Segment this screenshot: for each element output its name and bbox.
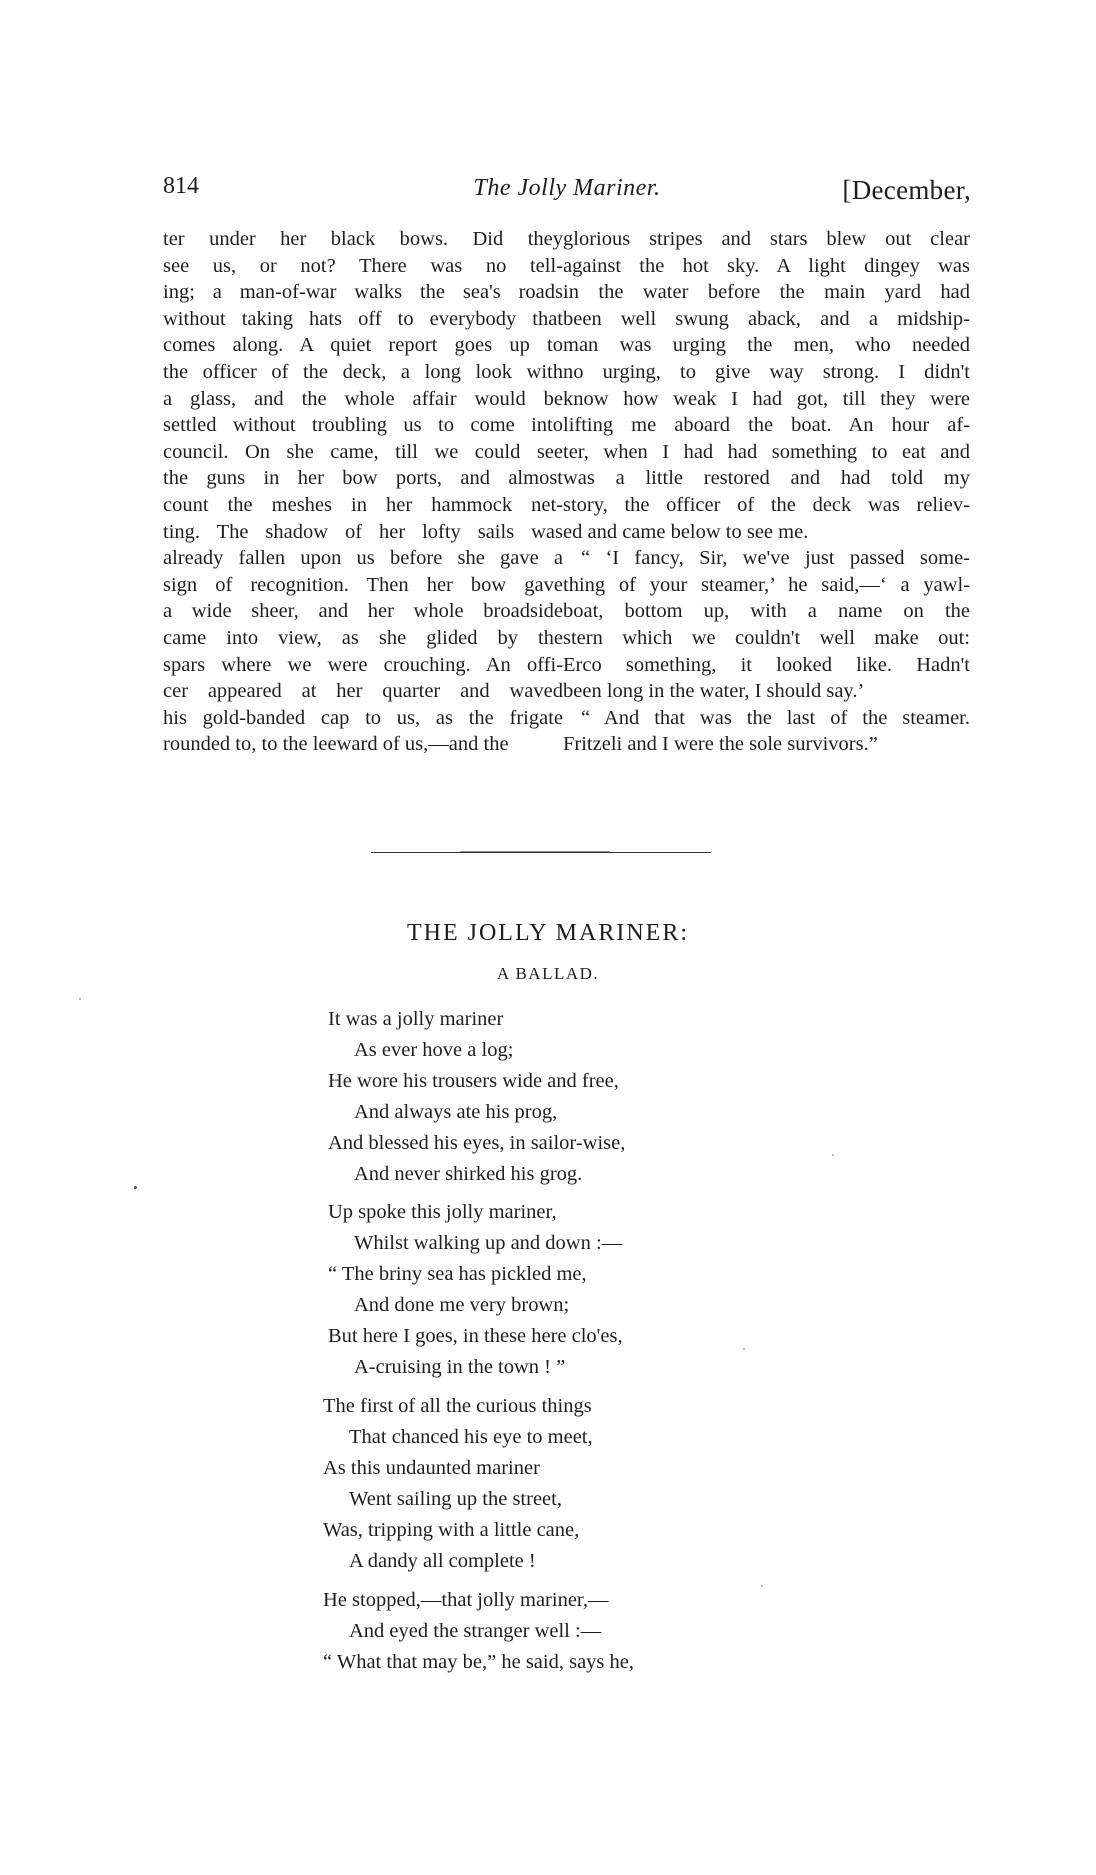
text-line: Fritzeli and I were the sole survivors.” (563, 733, 878, 756)
verse-line: The first of all the curious things (323, 1395, 592, 1417)
section-divider (371, 852, 711, 853)
text-line: comes along. A quiet report goes up to (163, 334, 563, 357)
ballad-subtitle: A BALLAD. (496, 964, 600, 983)
text-line: a wide sheer, and her whole broadside (163, 600, 563, 623)
running-month: [December, (842, 175, 971, 205)
text-line: in the water before the main yard had (563, 281, 970, 304)
verse-line: “ What that may be,” he said, says he, (323, 1651, 635, 1673)
verse-line: A-cruising in the town ! ” (354, 1356, 566, 1378)
text-line: the officer of the deck, a long look with (163, 360, 563, 383)
text-line: been well swung aback, and a midship- (563, 307, 970, 330)
verse-line: As this undaunted mariner (323, 1457, 540, 1479)
text-line: Erco something, it looked like. Hadn't (563, 653, 970, 676)
text-line: count the meshes in her hammock net- (163, 493, 563, 516)
verse-line: And eyed the stranger well :— (349, 1620, 602, 1642)
verse-line: A dandy all complete ! (349, 1550, 536, 1572)
text-line: council. On she came, till we could see (163, 440, 563, 463)
text-line: against the hot sky. A light dingey was (563, 254, 970, 277)
verse-line: Up spoke this jolly mariner, (328, 1201, 557, 1223)
stanza-3 (323, 1391, 593, 1577)
verse-line: “ The briny sea has pickled me, (328, 1263, 587, 1285)
text-line: his gold-banded cap to us, as the frigate (163, 706, 563, 729)
text-line: boat, bottom up, with a name on the (563, 600, 970, 623)
running-head (163, 173, 971, 213)
verse-line: It was a jolly mariner (328, 1008, 504, 1030)
text-line: lifting me aboard the boat. An hour af- (563, 414, 970, 437)
verse-line: Whilst walking up and down :— (354, 1232, 623, 1254)
text-line: settled without troubling us to come into (163, 414, 563, 437)
verse-line: And never shirked his grog. (354, 1163, 583, 1185)
text-line: know how weak I had got, till they were (563, 387, 970, 410)
page-number: 814 (163, 173, 199, 199)
stanza-2 (328, 1197, 623, 1383)
text-line: ter under her black bows. Did they (163, 228, 563, 250)
verse-line: And done me very brown; (354, 1294, 570, 1316)
text-line: stern which we couldn't well make out: (563, 626, 970, 649)
verse-line: He wore his trousers wide and free, (328, 1070, 619, 1092)
print-speck (832, 1154, 834, 1156)
ballad-title: THE JOLLY MARINER: (406, 920, 690, 946)
text-line: ter, when I had had something to eat and (563, 440, 970, 463)
verse-line: And blessed his eyes, in sailor-wise, (328, 1132, 626, 1154)
right-column (563, 226, 970, 758)
text-line: been long in the water, I should say.’ (563, 680, 865, 703)
text-line: thing of your steamer,’ he said,—‘ a yawl- (563, 573, 970, 596)
text-line: ting. The shadow of her lofty sails was (163, 520, 563, 543)
stanza-1 (328, 1004, 625, 1190)
text-line: ing; a man-of-war walks the sea's roads (163, 281, 563, 304)
text-line: “ And that was the last of the steamer. (581, 706, 970, 729)
text-line: cer appeared at her quarter and waved (163, 680, 563, 703)
verse-line: That chanced his eye to meet, (349, 1426, 593, 1448)
left-column (163, 226, 563, 758)
verse-line: He stopped,—that jolly mariner,— (323, 1589, 609, 1611)
text-line: without taking hats off to everybody that (163, 307, 563, 330)
text-line: the guns in her bow ports, and almost (163, 467, 563, 490)
print-speck (134, 1186, 137, 1189)
text-line: was a little restored and had told my (563, 467, 970, 490)
text-line: glorious stripes and stars blew out clear (563, 228, 970, 250)
text-line: “ ‘I fancy, Sir, we've just passed some- (581, 547, 970, 570)
section-divider-accent (460, 851, 610, 852)
print-speck (761, 1585, 763, 1587)
verse-line: But here I goes, in these here clo'es, (328, 1325, 623, 1347)
text-line: ed and came below to see me. (563, 520, 809, 543)
verse-line: Was, tripping with a little cane, (323, 1519, 580, 1541)
print-speck (79, 998, 81, 1000)
text-line: a glass, and the whole affair would be (163, 387, 563, 410)
verse-line: Went sailing up the street, (349, 1488, 562, 1510)
text-line: sign of recognition. Then her bow gave (163, 573, 563, 596)
verse-line: As ever hove a log; (354, 1039, 514, 1061)
text-line: story, the officer of the deck was reliev- (563, 493, 970, 516)
verse-line: And always ate his prog, (354, 1101, 558, 1123)
text-line: man was urging the men, who needed (563, 334, 970, 357)
text-line: rounded to, to the leeward of us,—and the (163, 733, 509, 756)
running-title: The Jolly Mariner. (473, 175, 661, 201)
stanza-4 (323, 1585, 634, 1678)
text-line: already fallen upon us before she gave a (163, 547, 563, 570)
text-line: spars where we were crouching. An offi- (163, 653, 563, 676)
print-speck (743, 1348, 745, 1350)
text-line: see us, or not? There was no tell- (163, 254, 563, 277)
text-line: came into view, as she glided by the (163, 626, 563, 649)
text-line: no urging, to give way strong. I didn't (563, 360, 970, 383)
